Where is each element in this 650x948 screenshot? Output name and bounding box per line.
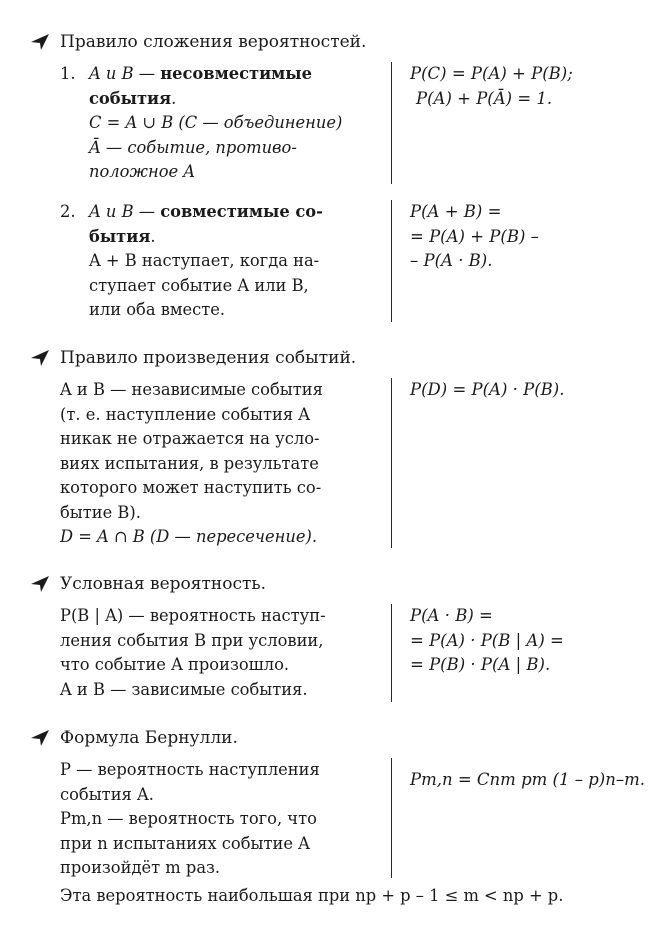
product-rule-text [60, 378, 378, 550]
formula: P(A + B) = [410, 202, 502, 221]
text-line: виях испытания, в результате [60, 453, 319, 473]
arrow-bullet-icon [30, 349, 50, 367]
item-emphasis: события [89, 88, 172, 108]
conditional-text [60, 604, 378, 702]
product-rule-block [60, 378, 632, 550]
formula: = P(A) · P(B | A) = [410, 630, 564, 650]
addition-item-1-formulas [410, 62, 640, 111]
text-line: что событие A произошло. [60, 655, 290, 674]
text-line: которого может наступить со- [60, 478, 322, 497]
text-line: ления события B при условии, [60, 630, 324, 650]
item-emphasis: бытия [89, 226, 151, 246]
item-text: A + B наступает, когда на- [89, 251, 320, 270]
addition-item-2 [60, 200, 632, 324]
text-line: бытие B). [60, 502, 141, 522]
complement-definition: Ā — событие, противо- [89, 137, 297, 157]
item-text: A и B — [89, 202, 161, 221]
formula: P(A) + P(Ā) = 1. [416, 88, 553, 108]
formula: = P(A) + P(B) – [410, 226, 539, 246]
column-divider [391, 62, 392, 184]
item-number: 2. [60, 202, 76, 221]
item-text: или оба вместе. [89, 300, 226, 319]
text-line: события A. [60, 784, 154, 804]
formula: P(A · B) = [410, 606, 493, 625]
bernoulli-heading [30, 726, 238, 750]
addition-item-2-text [60, 200, 378, 323]
text-line: произойдёт m раз. [60, 858, 221, 877]
product-rule-title: Правило произведения событий. [60, 348, 357, 368]
item-text: . [171, 88, 177, 108]
formula: Pm,n = Cnm pm (1 – p)n–m. [410, 770, 645, 789]
arrow-bullet-icon [30, 33, 50, 51]
text-line: A и B — зависимые события. [60, 679, 308, 699]
item-text: ступает событие A или B, [89, 275, 309, 295]
item-text: . [150, 226, 156, 246]
addition-item-1-text [60, 62, 378, 185]
complement-definition-cont: положное A [89, 162, 196, 181]
union-definition: C = A ∪ B (C — объединение) [89, 113, 343, 132]
formula: = P(B) · P(A | B). [410, 655, 551, 674]
text-line: A и B — независимые события [60, 380, 323, 399]
conditional-block [60, 604, 632, 704]
item-number: 1. [60, 64, 76, 83]
bernoulli-block [60, 758, 645, 882]
column-divider [391, 200, 392, 322]
addition-item-2-formulas [410, 200, 640, 274]
column-divider [391, 758, 392, 878]
arrow-bullet-icon [30, 729, 50, 747]
formula: – P(A · B). [410, 251, 493, 270]
text-line: P(B | A) — вероятность наступ- [60, 606, 326, 625]
text-line: никак не отражается на усло- [60, 429, 320, 448]
text-line: Pm,n — вероятность того, что [60, 809, 317, 828]
addition-rule-heading [30, 30, 366, 54]
addition-item-1 [60, 62, 632, 186]
conditional-formulas [410, 604, 640, 678]
formula: P(D) = P(A) · P(B). [410, 380, 565, 399]
text-line: при n испытаниях событие A [60, 833, 310, 853]
text-line: P — вероятность наступления [60, 760, 320, 779]
bernoulli-title: Формула Бернулли. [60, 728, 238, 748]
conditional-title: Условная вероятность. [60, 574, 267, 594]
item-text: A и B — [89, 64, 161, 83]
column-divider [391, 378, 392, 548]
arrow-bullet-icon [30, 575, 50, 593]
bernoulli-formula [410, 768, 645, 793]
conditional-heading [30, 572, 266, 596]
text-line: (т. е. наступление события A [60, 404, 311, 424]
formula: P(C) = P(A) + P(B); [410, 64, 573, 83]
product-rule-formula [410, 378, 640, 403]
bernoulli-text [60, 758, 378, 881]
addition-rule-title: Правило сложения вероятностей. [60, 32, 367, 52]
bernoulli-footer-note: Эта вероятность наибольшая при np + p – 1 ≤ m < np + p. [60, 886, 564, 905]
item-emphasis: несовместимые [160, 64, 312, 83]
product-rule-heading [30, 346, 356, 370]
item-emphasis: совместимые со- [160, 202, 323, 221]
intersection-definition: D = A ∩ B (D — пересечение). [60, 527, 318, 546]
column-divider [391, 604, 392, 702]
